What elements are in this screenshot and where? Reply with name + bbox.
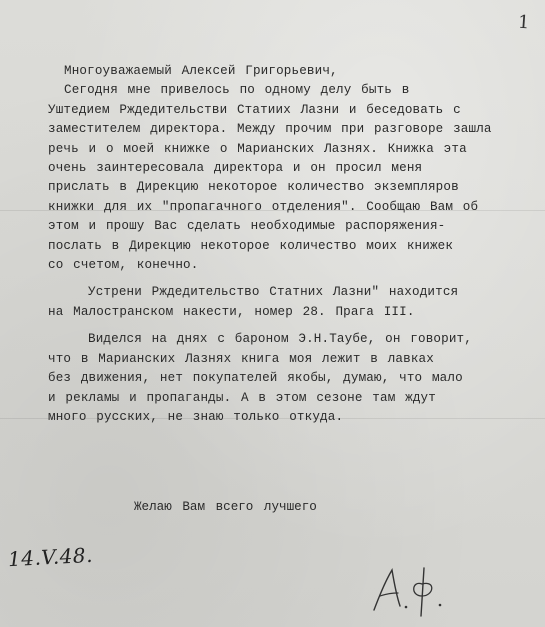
text-line: заместителем директора. Между прочим при разговоре зашла <box>48 122 492 137</box>
text-line: со счетом, конечно. <box>48 258 199 273</box>
letter-body <box>48 62 538 427</box>
closing-line: Желаю Вам всего лучшего <box>134 500 317 514</box>
text-line: очень заинтересовала директора и он просил меня <box>48 161 423 176</box>
signature-icon <box>366 560 456 620</box>
text-line: речь и о моей книжке о Марианских Лазнях. Книжка эта <box>48 141 467 156</box>
text-line: Виделся на днях с бароном Э.Н.Таубе, он говорит, <box>88 332 472 347</box>
text-line: на Малостранском накести, номер 28. Прага III. <box>48 304 415 319</box>
text-line: Уштедием Рждедительстви Статиих Лазни и беседовать с <box>48 102 461 117</box>
text-line: без движения, нет покупателей якобы, думаю, что мало <box>48 371 463 386</box>
page-number: 1 <box>516 11 530 34</box>
text-line: книжки для их "пропагачного отделения". Сообщаю Вам об <box>48 199 479 214</box>
text-line: прислать в Дирекцию некоторое количество экземпляров <box>48 180 459 195</box>
text-line: и рекламы и пропаганды. А в этом сезоне там ждут <box>48 390 436 405</box>
text-line: Сегодня мне привелось по одному делу быть в <box>64 83 410 98</box>
text-line: Устрени Рждедительство Статних Лазни" находится <box>88 285 459 300</box>
text-line: послать в Дирекцию некоторое количество моих книжек <box>48 238 454 253</box>
text-line: много русских, не знаю только откуда. <box>48 409 344 424</box>
paragraph-3 <box>48 330 538 427</box>
text-line: что в Марианских Лазнях книга моя лежит в лавках <box>48 351 434 366</box>
paragraph-1 <box>48 81 538 275</box>
salutation: Многоуважаемый Алексей Григорьевич, <box>64 64 338 78</box>
handwritten-date: 14.V.48. <box>7 542 94 572</box>
text-line: этом и прошу Вас сделать необходимые распоряжения- <box>48 219 446 234</box>
paragraph-2 <box>48 283 538 322</box>
